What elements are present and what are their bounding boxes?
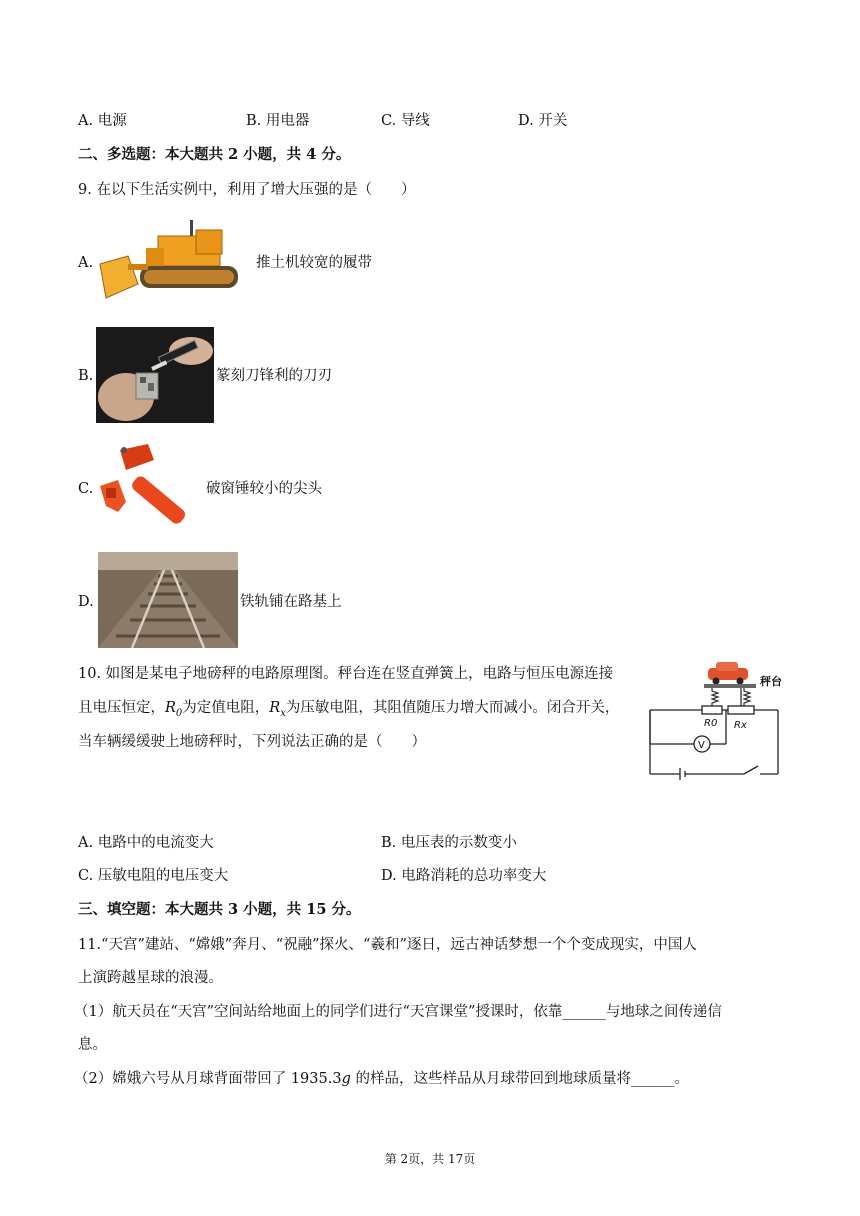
q9-option-c-letter: C. (78, 481, 94, 497)
rx-label: Rx (734, 720, 747, 731)
q10-option-d: D. 电路消耗的总功率变大 (381, 868, 547, 884)
q10-option-c: C. 压敏电阻的电压变大 (78, 868, 229, 884)
bulldozer-image (98, 214, 254, 306)
rx-symbol: $R_x$ (269, 700, 286, 719)
q8-option-c: C. 导线 (381, 113, 430, 129)
q10-stem-line3: 当车辆缓缓驶上地磅秤时，下列说法正确的是（ ） (78, 734, 426, 750)
q11-sub1-line1: （1）航天员在“天宫”空间站给地面上的同学们进行“天宫课堂”授课时，依靠______与地球之间传递信 (74, 1004, 722, 1020)
q9-option-c-text: 破窗锤较小的尖头 (206, 481, 322, 497)
q9-option-d-letter: D. (78, 594, 94, 610)
platform-label: 秤台 (760, 675, 782, 688)
carving-knife-image (96, 327, 214, 423)
q11-sub2: （2）嫦娥六号从月球背面带回了 1935.3g 的样品，这些样品从月球带回到地球质量将______。 (74, 1071, 689, 1087)
page-footer: 第 2页，共 17页 (384, 1152, 476, 1166)
q9-option-a-letter: A. (78, 255, 94, 271)
r0-symbol: $R_0$ (165, 700, 183, 719)
circuit-diagram (640, 658, 790, 784)
q10-option-a: A. 电路中的电流变大 (78, 835, 214, 851)
q8-option-a: A. 电源 (78, 113, 127, 129)
q10-option-b: B. 电压表的示数变小 (381, 835, 517, 851)
section-3-header: 三、填空题：本大题共 3 小题，共 15 分。 (78, 901, 361, 918)
q8-option-d: D. 开关 (518, 113, 568, 129)
q11-stem-line1: 11.“天宫”建站、“嫦娥”奔月、“祝融”探火、“羲和”逐日，远古神话梦想一个个变成现实，中国人 (78, 937, 697, 953)
voltmeter-label: V (698, 740, 705, 751)
q11-sub1-line2: 息。 (78, 1037, 107, 1053)
window-hammer-image (96, 440, 204, 532)
q9-option-b-text: 篆刻刀锋利的刀刃 (216, 368, 332, 384)
r0-label: R0 (704, 718, 718, 729)
q8-option-b: B. 用电器 (246, 113, 310, 129)
q9-option-a-text: 推土机较宽的履带 (256, 255, 372, 271)
q9-option-d-text: 铁轨铺在路基上 (240, 594, 342, 610)
railway-track-image (98, 552, 238, 648)
q11-stem-line2: 上演跨越星球的浪漫。 (78, 970, 223, 986)
q9-stem: 9. 在以下生活实例中，利用了增大压强的是（ ） (78, 182, 416, 198)
section-2-header: 二、多选题：本大题共 2 小题，共 4 分。 (78, 146, 351, 163)
q10-stem-line2: 且电压恒定，$R_0$为定值电阻，$R_x$为压敏电阻，其阻值随压力增大而减小。闭合开关， (78, 700, 620, 719)
q10-stem-line1: 10. 如图是某电子地磅秤的电路原理图。秤台连在竖直弹簧上，电路与恒压电源连接 (78, 666, 614, 682)
q9-option-b-letter: B. (78, 368, 94, 384)
